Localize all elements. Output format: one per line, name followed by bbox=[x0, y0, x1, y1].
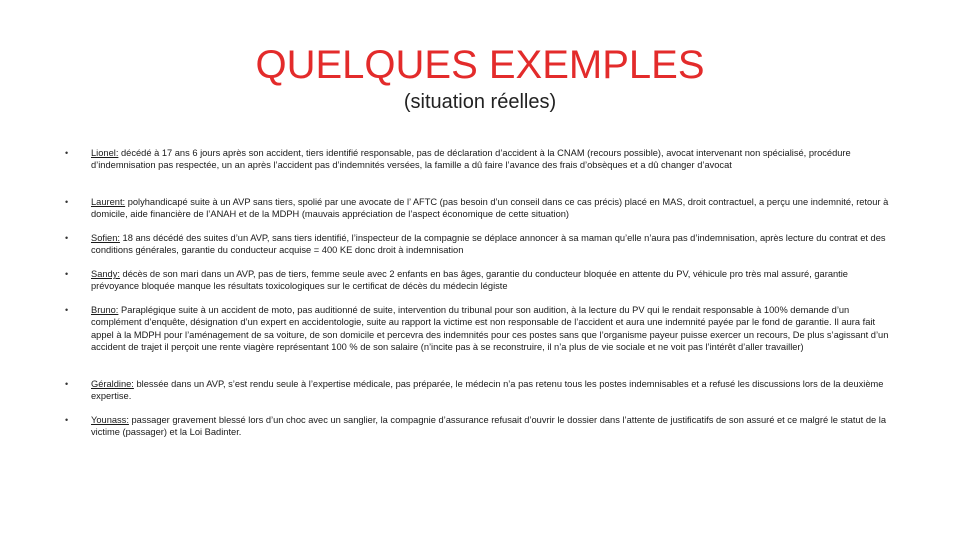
example-description: blessée dans un AVP, s’est rendu seule à l’expertise médicale, pas préparée, le médecin n’a pas retenu tous les postes indemnisables et a refusé les discussions lors de la deuxième expertise. bbox=[91, 379, 884, 402]
example-description: décès de son mari dans un AVP, pas de tiers, femme seule avec 2 enfants en bas âges, garantie du conducteur bloquée en attente du PV, véhicule pro très mal assuré, garantie prévoyance bloquée manque les résultats toxicologiques sur le certificat de décès du médecin légiste bbox=[91, 269, 848, 292]
bullet-icon: • bbox=[65, 379, 69, 389]
example-text bbox=[91, 378, 891, 403]
example-text bbox=[91, 414, 891, 439]
example-name: Sandy: bbox=[91, 269, 120, 279]
example-description: polyhandicapé suite à un AVP sans tiers, spolié par une avocate de l’ AFTC (pas besoin d’un conseil dans ce cas précis) placé en MAS, droit contractuel, a perçu une indemnité, retour à domicile, aide financière de l’ANAH et de la MDPH (mauvais appréciation de l’aspect économique de cette situation) bbox=[91, 197, 889, 220]
example-name: Sofien: bbox=[91, 233, 120, 243]
example-description: passager gravement blessé lors d’un choc avec un sanglier, la compagnie d’assurance refusait d’ouvrir le dossier dans l’attente de justificatifs de son assuré et ce malgré le statut de la victime (passager) et la Loi Badinter. bbox=[91, 415, 886, 438]
example-text bbox=[91, 232, 891, 257]
example-name: Laurent: bbox=[91, 197, 126, 207]
example-name: Younass: bbox=[91, 415, 129, 425]
bullet-icon: • bbox=[65, 269, 69, 279]
example-description: Paraplégique suite à un accident de moto, pas auditionné de suite, intervention du tribunal pour son audition, à la lecture du PV qui le rendait responsable à 100% demande d’un complément d’enquête, désignation d’un expert en accidentologie, suite au rapport la victime est non responsable de l’accident et aura une indemnité payée par le fond de garantie. Il aura fait appel à la MDPH pour l’aménagement de sa voiture, de son domicile et percevra des indemnités pour ces postes sans que l’organisme payeur puisse exercer un recours, De plus s’agissant d’un accident de trajet il perçoit une rente viagère représentant 100 % de son salaire (n’incite pas à se reconstruire, il n’a plus de vie sociale et ne voit pas l’intérêt d’aller travailler) bbox=[91, 305, 889, 352]
bullet-icon: • bbox=[65, 415, 69, 425]
example-text bbox=[91, 304, 891, 353]
slide-subtitle: (situation réelles) bbox=[403, 91, 557, 113]
example-description: 18 ans décédé des suites d’un AVP, sans tiers identifié, l’inspecteur de la compagnie se déplace annoncer à sa maman qu’elle n’aura pas d’indemnisation, après lecture du contrat et des conditions générales, garantie du conducteur acquise = 400 KE donc droit à indemnisation bbox=[91, 233, 886, 256]
example-text bbox=[91, 196, 891, 221]
example-name: Bruno: bbox=[91, 305, 119, 315]
example-text bbox=[91, 147, 891, 172]
example-name: Lionel: bbox=[91, 148, 119, 158]
bullet-icon: • bbox=[65, 233, 69, 243]
bullet-icon: • bbox=[65, 305, 69, 315]
bullet-icon: • bbox=[65, 148, 69, 158]
example-name: Géraldine: bbox=[91, 379, 134, 389]
example-description: décédé à 17 ans 6 jours après son accident, tiers identifié responsable, pas de déclaration d’accident à la CNAM (recours possible), avocat intervenant non spécialisé, procédure d’indemnisation pas respectée, un an après l’accident pas d’indemnités versées, la famille a dû faire l’avance des frais d’obsèques et a dû changer d’avocat bbox=[91, 148, 851, 171]
slide-title: QUELQUES EXEMPLES bbox=[255, 43, 705, 87]
example-text bbox=[91, 268, 891, 293]
bullet-icon: • bbox=[65, 197, 69, 207]
